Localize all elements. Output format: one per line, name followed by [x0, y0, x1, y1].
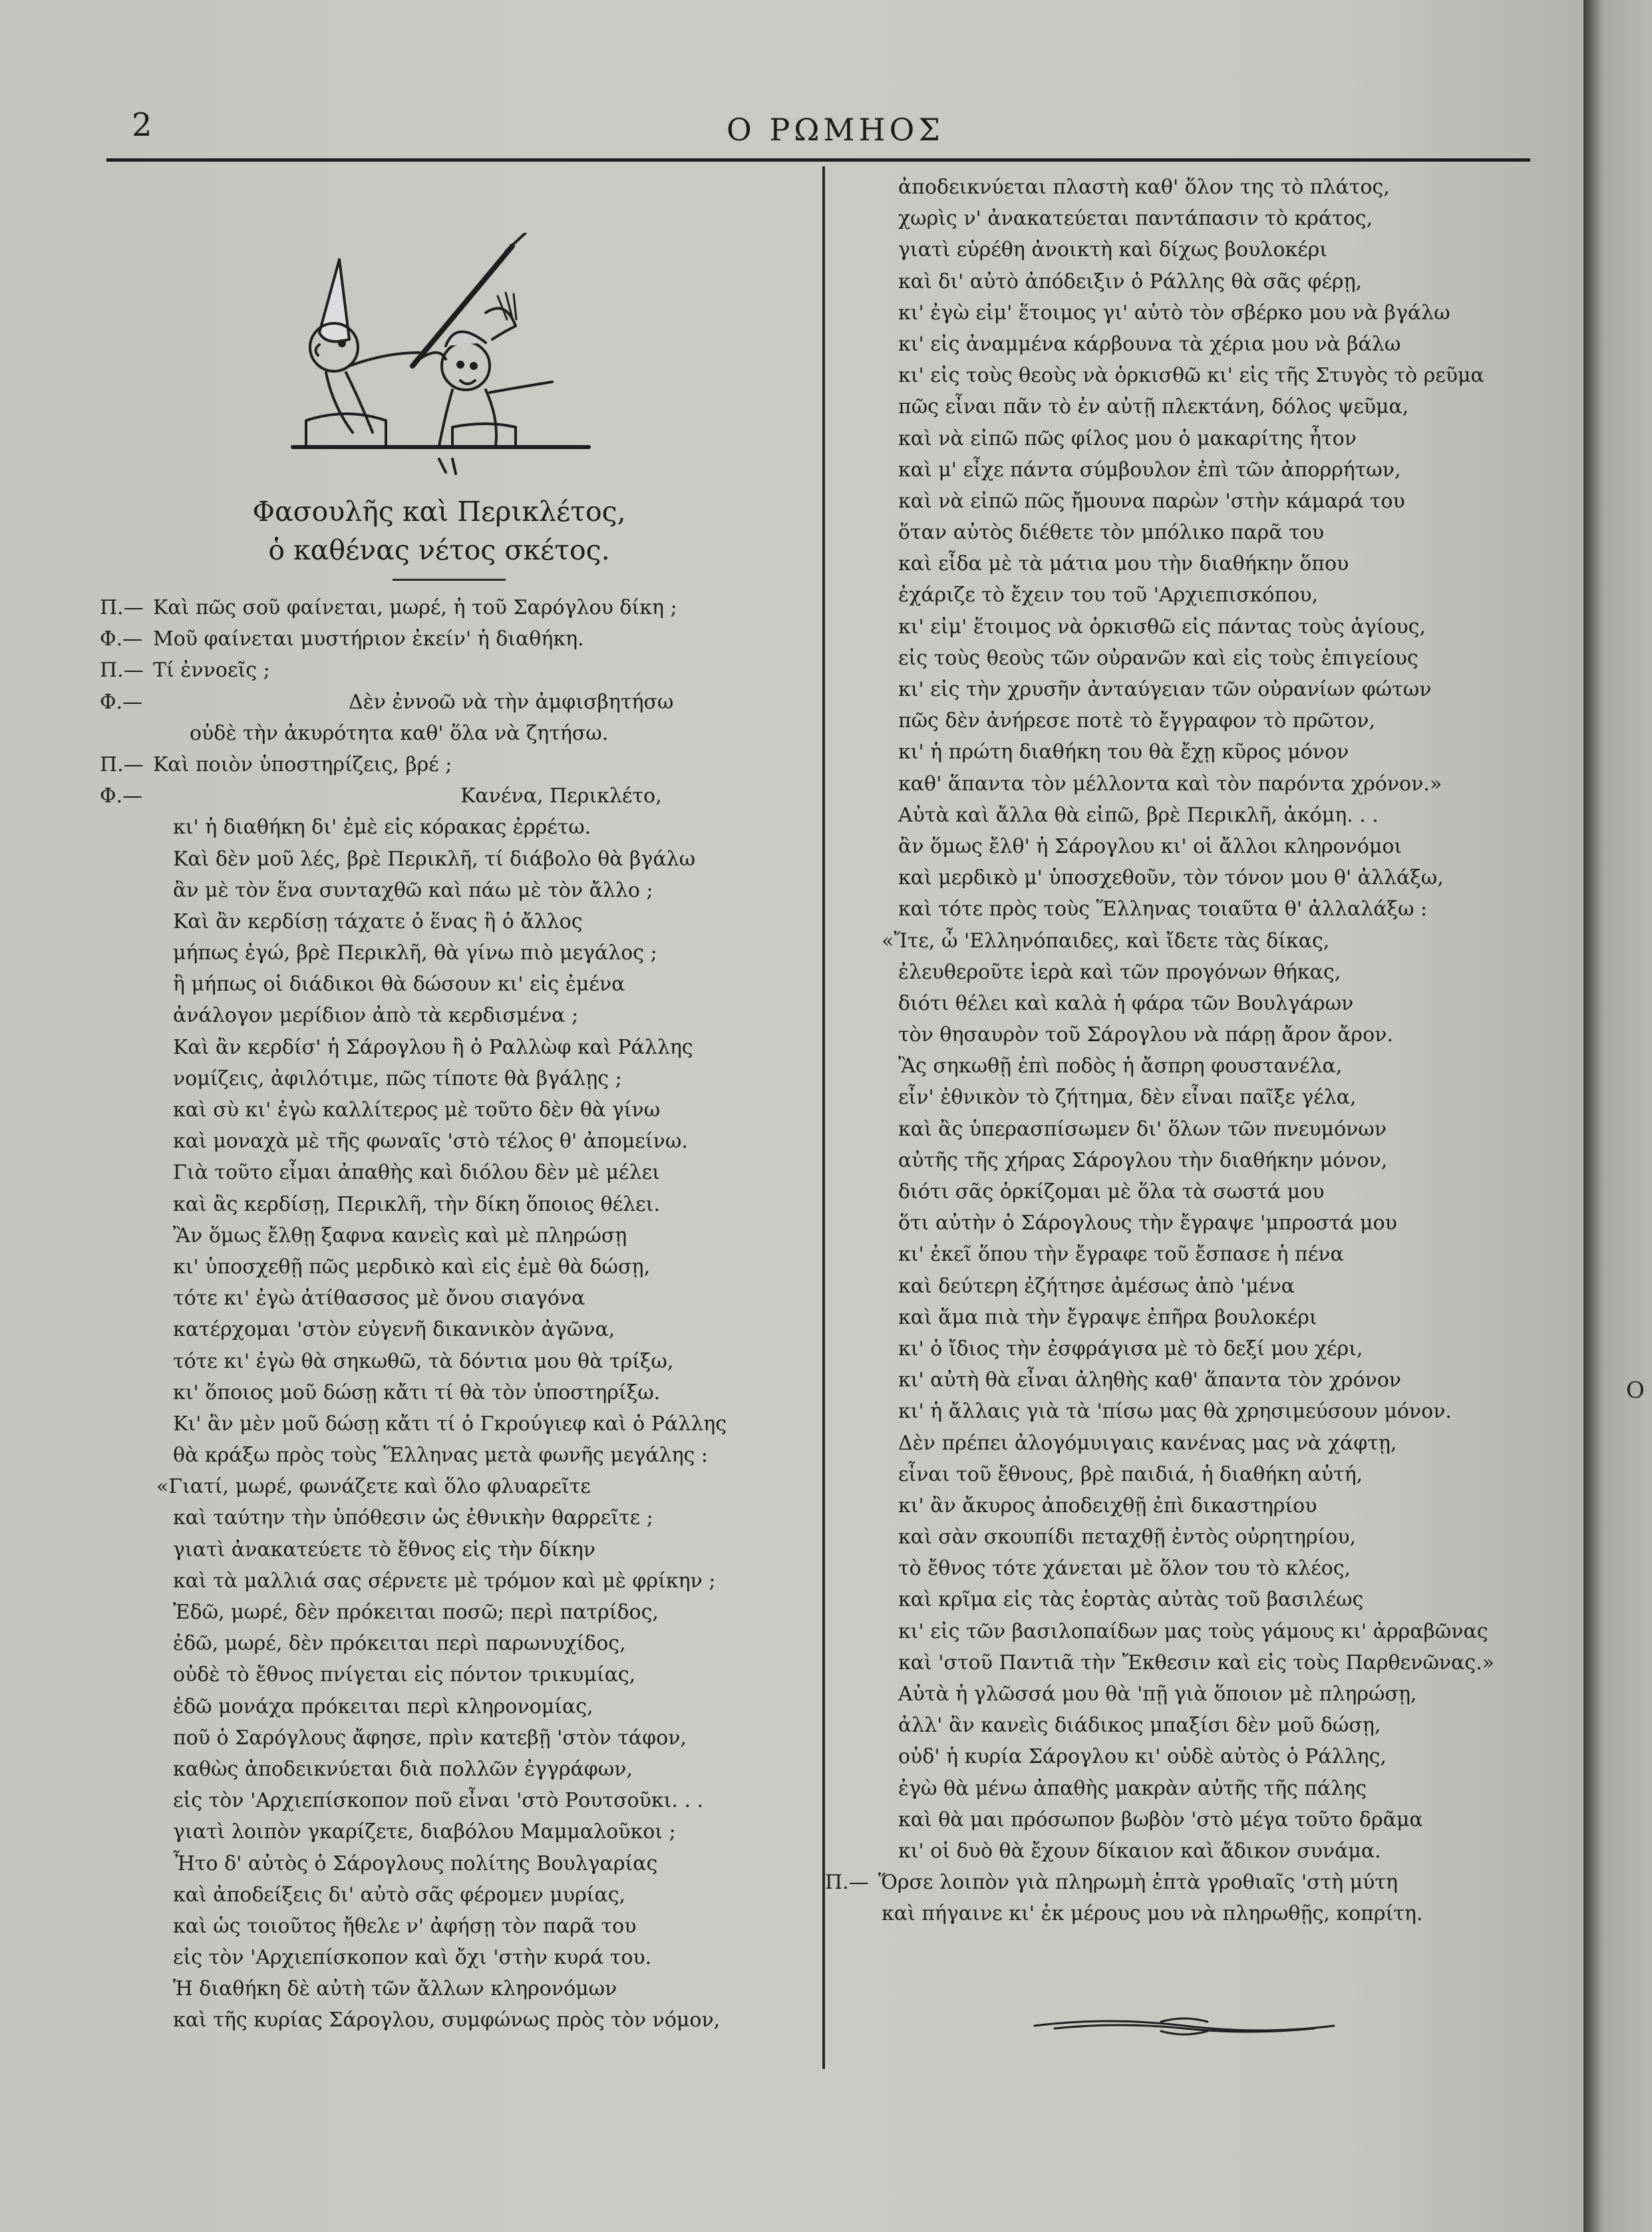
text-line [100, 1471, 805, 1502]
text-line [825, 736, 1564, 768]
text-line [825, 1302, 1564, 1333]
text-line [100, 1691, 805, 1722]
verse-text: καὶ τῆς κυρίας Σάρογλου, συμφώνως πρὸς τὸν νόμον, [173, 2008, 721, 2032]
verse-text: καὶ δεύτερη ἐζήτησε ἀμέσως ἀπὸ 'μένα [898, 1274, 1295, 1298]
text-line [100, 1816, 805, 1847]
verse-text: κι' οἱ δυὸ θὰ ἔχουν δίκαιον καὶ ἄδικον συνάμα. [898, 1839, 1381, 1863]
verse-text: «Ἴτε, ὦ 'Ελληνόπαιδες, καὶ ἴδετε τὰς δίκας, [882, 929, 1330, 953]
text-line [825, 1898, 1564, 1929]
page-number: 2 [132, 106, 152, 144]
text-line [825, 705, 1564, 736]
verse-text: κι' ὅποιος μοῦ δώσῃ κἄτι τί θὰ τὸν ὑποστηρίξω. [173, 1380, 661, 1404]
text-line [100, 2004, 805, 2036]
text-line [825, 1616, 1564, 1647]
text-line [100, 1283, 805, 1314]
verse-text: καὶ τὰ μαλλιά σας σέρνετε μὲ τρόμον καὶ μὲ φρίκην ; [173, 1569, 716, 1593]
verse-text: καὶ ἀποδείξεις δι' αὐτὸ σᾶς φέρομεν μυρίας, [173, 1883, 626, 1907]
verse-text: Ὅρσε λοιπὸν γιὰ πληρωμὴ ἑπτὰ γροθιαῖς 'στὴ μύτη [878, 1871, 1398, 1895]
verse-text: αὐτῆς τῆς χήρας Σάρογλου τὴν διαθήκην μόνον, [898, 1148, 1388, 1172]
text-line [825, 1553, 1564, 1584]
verse-text: Καὶ ἂν κερδίσῃ τάχατε ὁ ἕνας ἢ ὁ ἄλλος [173, 909, 583, 933]
text-line [825, 862, 1564, 893]
text-line [100, 1534, 805, 1565]
verse-text: κι' εἰμ' ἕτοιμος νὰ ὁρκισθῶ εἰς πάντας τοὺς ἁγίους, [898, 615, 1426, 639]
text-line [100, 969, 805, 1000]
page-title: Ο ΡΩΜΗΟΣ [727, 112, 944, 148]
verse-text: νομίζεις, ἀφιλότιμε, πῶς τίποτε θὰ βγάλῃς ; [173, 1066, 622, 1090]
text-line [825, 831, 1564, 862]
verse-text: «Γιατί, μωρέ, φωνάζετε καὶ ὅλο φλυαρεῖτε [156, 1475, 591, 1499]
text-line [825, 1239, 1564, 1270]
text-line [825, 800, 1564, 831]
speaker-label: Π.— [100, 752, 144, 776]
verse-text: ἀποδεικνύεται πλαστὴ καθ' ὅλον της τὸ πλάτος, [898, 176, 1390, 199]
verse-text: ὅτι αὐτὴν ὁ Σάρογλους τὴν ἔγραψε 'μπροστά μου [898, 1211, 1397, 1235]
verse-text: κι' εἰς τῶν βασιλοπαίδων μας τοὺς γάμους κι' ἀρραβῶνας [898, 1619, 1488, 1643]
verse-text: πῶς δὲν ἀνήρεσε ποτὲ τὸ ἔγγραφον τὸ πρῶτον, [898, 709, 1375, 733]
text-line [825, 360, 1564, 391]
verse-text: Αὐτὰ καὶ ἄλλα θὰ εἰπῶ, βρὲ Περικλῆ, ἀκόμη. . . [898, 803, 1379, 827]
verse-text: κι' εἰς τοὺς θεοὺς νὰ ὁρκισθῶ κι' εἰς τῆς Στυγὸς τὸ ρεῦμα [898, 364, 1484, 388]
text-line [825, 1647, 1564, 1678]
verse-text: εἰς τὸν 'Αρχιεπίσκοπον καὶ ὄχι 'στὴν κυρά του. [173, 1946, 652, 1970]
speaker-label: Π.— [100, 596, 144, 619]
text-line [100, 1251, 805, 1283]
verse-text: Καὶ ποιὸν ὑποστηρίζεις, βρέ ; [153, 752, 452, 776]
text-line [100, 1942, 805, 1973]
text-line [825, 1710, 1564, 1741]
verse-text: καὶ σὺ κι' ἐγὼ καλλίτερος μὲ τοῦτο δὲν θὰ γίνω [173, 1098, 661, 1122]
text-line [825, 579, 1564, 611]
text-line [825, 329, 1564, 360]
text-line [825, 1396, 1564, 1427]
verse-text: καὶ νὰ εἰπῶ πῶς φίλος μου ὁ μακαρίτης ἦτον [898, 426, 1357, 450]
verse-text: κι' εἰς ἀναμμένα κάρβουνα τὰ χέρια μου νὰ βάλω [898, 332, 1401, 356]
verse-text: Κι' ἂν μὲν μοῦ δώσῃ κἄτι τί ὁ Γκρούγιεφ καὶ ὁ Ράλλης [173, 1412, 727, 1436]
text-line [825, 925, 1564, 957]
text-line [100, 1502, 805, 1533]
text-line [100, 906, 805, 937]
text-line [825, 517, 1564, 548]
text-line [100, 718, 805, 749]
text-line [100, 1346, 805, 1377]
text-line [825, 1428, 1564, 1459]
verse-text: καὶ μερδικὸ μ' ὑποσχεθοῦν, τὸν τόνον μου θ' ἀλλάξω, [898, 866, 1444, 890]
verse-text: Δὲν ἐννοῶ νὰ τὴν ἀμφισβητήσω [349, 690, 674, 714]
speaker-label: Φ.— [100, 690, 143, 714]
verse-text: πῶς εἶναι πᾶν τὸ ἐν αὐτῇ πλεκτάνη, δόλος ψεῦμα, [898, 395, 1409, 419]
verse-text: χωρὶς ν' ἀνακατεύεται παντάπασιν τὸ κράτος, [898, 207, 1373, 231]
text-line [825, 486, 1564, 517]
verse-text: Μοῦ φαίνεται μυστήριον ἐκείν' ἡ διαθήκη. [153, 627, 584, 651]
verse-text: τὸ ἔθνος τότε χάνεται μὲ ὅλον του τὸ κλέος, [898, 1557, 1351, 1581]
verse-text: οὐδ' ἡ κυρία Σάρογλου κι' οὐδὲ αὐτὸς ὁ Ράλλης, [898, 1745, 1387, 1769]
text-line [825, 454, 1564, 486]
verse-text: κατέρχομαι 'στὸν εὐγενῆ δικανικὸν ἀγῶνα, [173, 1318, 615, 1342]
text-line [825, 893, 1564, 925]
right-column [825, 172, 1564, 1930]
text-line [825, 1490, 1564, 1521]
verse-text: καὶ θὰ μαι πρόσωπον βωβὸν 'στὸ μέγα τοῦτο δρᾶμα [898, 1808, 1423, 1832]
verse-text: θὰ κράξω πρὸς τοὺς Ἕλληνας μετὰ φωνῆς μεγάλης : [173, 1444, 708, 1468]
verse-text: Ἦτο δ' αὐτὸς ὁ Σάρογλους πολίτης Βουλγαρίας [173, 1851, 658, 1875]
text-line [100, 1597, 805, 1628]
verse-text: καὶ κρῖμα εἰς τὰς ἑορτὰς αὐτὰς τοῦ βασιλέως [898, 1588, 1364, 1612]
text-line [825, 1145, 1564, 1176]
text-line [825, 957, 1564, 988]
verse-text: καὶ 'στοῦ Παντιᾶ τὴν Ἔκθεσιν καὶ εἰς τοὺς Παρθενῶνας.» [898, 1651, 1494, 1674]
text-line [100, 1126, 805, 1157]
verse-text: Καὶ πῶς σοῦ φαίνεται, μωρέ, ἡ τοῦ Σαρόγλου δίκη ; [153, 596, 677, 619]
verse-text: καὶ μοναχὰ μὲ τῆς φωναῖς 'στὸ τέλος θ' ἀπομείνω. [173, 1130, 688, 1154]
text-line [825, 1867, 1564, 1898]
text-line [100, 1848, 805, 1879]
text-line [825, 611, 1564, 643]
verse-text: Ἡ διαθήκη δὲ αὐτὴ τῶν ἄλλων κληρονόμων [173, 1977, 617, 2001]
text-line [100, 1911, 805, 1942]
verse-text: Γιὰ τοῦτο εἶμαι ἀπαθὴς καὶ διόλου δὲν μὲ μέλει [173, 1161, 660, 1185]
verse-text: ἢ μήπως οἱ διάδικοι θὰ δώσουν κι' εἰς ἐμένα [173, 973, 625, 997]
verse-text: οὐδὲ τὴν ἀκυρότητα καθ' ὅλα νὰ ζητήσω. [190, 721, 609, 745]
text-line [825, 297, 1564, 329]
verse-text: καὶ μ' εἶχε πάντα σύμβουλον ἐπὶ τῶν ἀπορρήτων, [898, 458, 1401, 482]
verse-text: γιατὶ εὑρέθη ἀνοικτὴ καὶ δίχως βουλοκέρι [898, 238, 1328, 262]
verse-text: ὅταν αὐτὸς διέθετε τὸν μπόλικο παρᾶ του [898, 521, 1324, 545]
facing-page-edge [1583, 0, 1652, 2232]
verse-text: ἐγὼ θὰ μένω ἀπαθὴς μακρὰν αὐτῆς τῆς πάλης [898, 1776, 1367, 1800]
verse-text: ἐδῶ μονάχα πρόκειται περὶ κληρονομίας, [173, 1694, 593, 1718]
text-line [825, 1176, 1564, 1207]
caption-line-2: ὁ καθένας νέτος σκέτος. [268, 534, 610, 566]
text-line [825, 1207, 1564, 1239]
verse-text: εἰς τοὺς θεοὺς τῶν οὐρανῶν καὶ εἰς τοὺς ἐπιγείους [898, 646, 1418, 670]
speaker-label: Π.— [825, 1871, 869, 1895]
facing-page-letter: Ο [1626, 1377, 1645, 1404]
text-line [100, 812, 805, 843]
text-line [100, 1377, 805, 1408]
verse-text: καὶ ἅμα πιὰ τὴν ἔγραψε ἐπῆρα βουλοκέρι [898, 1305, 1317, 1329]
verse-text: ἐδῶ, μωρέ, δὲν πρόκειται περὶ παρωνυχίδος, [173, 1632, 626, 1656]
verse-text: καὶ τότε πρὸς τοὺς Ἕλληνας τοιαῦτα θ' ἀλλαλάξω : [898, 897, 1428, 921]
text-line [825, 1804, 1564, 1835]
text-line [825, 1741, 1564, 1772]
text-line [825, 1459, 1564, 1490]
verse-text: κι' αὐτὴ θὰ εἶναι ἀληθὴς καθ' ἅπαντα τὸν χρόνον [898, 1368, 1402, 1392]
text-line [100, 592, 805, 623]
text-line [825, 1835, 1564, 1867]
text-line [825, 1271, 1564, 1302]
verse-text: καὶ ἂς κερδίσῃ, Περικλῆ, τὴν δίκη ὅποιος θέλει. [173, 1192, 660, 1216]
text-line [100, 1659, 805, 1690]
text-line [825, 1521, 1564, 1553]
text-line [100, 1565, 805, 1597]
text-line [825, 391, 1564, 422]
verse-text: κι' ἡ πρώτη διαθήκη του θὰ ἔχῃ κῦρος μόνον [898, 740, 1349, 764]
header-rule [106, 158, 1530, 162]
text-line [100, 1754, 805, 1785]
text-line [100, 1094, 805, 1126]
text-line [825, 1019, 1564, 1050]
verse-text: Ἂς σηκωθῇ ἐπὶ ποδὸς ἡ ἄσπρη φουστανέλα, [898, 1054, 1343, 1078]
text-line [825, 1333, 1564, 1364]
verse-text: οὐδὲ τὸ ἔθνος πνίγεται εἰς πόντον τρικυμίας, [173, 1663, 636, 1687]
text-line [100, 937, 805, 969]
text-line [825, 203, 1564, 234]
text-line [100, 749, 805, 780]
verse-text: ἐλευθεροῦτε ἱερὰ καὶ τῶν προγόνων θήκας, [898, 960, 1341, 984]
verse-text: κι' ὑποσχεθῇ πῶς μερδικὸ καὶ εἰς ἐμὲ θὰ δώσῃ, [173, 1255, 650, 1279]
verse-text: εἶναι τοῦ ἔθνους, βρὲ παιδιά, ἡ διαθήκη αὐτή, [898, 1462, 1363, 1486]
verse-text: Καὶ ἂν κερδίσ' ἡ Σάρογλου ἢ ὁ Ραλλὼφ καὶ Ράλλης [173, 1035, 693, 1059]
verse-text: τὸν θησαυρὸν τοῦ Σάρογλου νὰ πάρῃ ἄρον ἄρον. [898, 1023, 1393, 1047]
verse-text: ἂν ὅμως ἔλθ' ἡ Σάρογλου κι' οἱ ἄλλοι κληρονόμοι [898, 834, 1403, 858]
verse-text: ἀλλ' ἂν κανεὶς διάδικος μπαξίσι δὲν μοῦ δώσῃ, [898, 1714, 1381, 1738]
cartoon-illustration [286, 233, 599, 479]
verse-text: τότε κι' ἐγὼ ἀτίθασσος μὲ ὄνου σιαγόνα [173, 1287, 585, 1311]
verse-text: κι' ἐκεῖ ὅπου τὴν ἔγραφε τοῦ ἔσπασε ἡ πένα [898, 1243, 1344, 1267]
text-line [100, 875, 805, 906]
text-line [825, 1082, 1564, 1113]
verse-text: καὶ δι' αὐτὸ ἀπόδειξιν ὁ Ράλλης θὰ σᾶς φέρῃ, [898, 269, 1363, 293]
verse-text: καὶ σὰν σκουπίδι πεταχθῇ ἐντὸς οὐρητηρίου, [898, 1525, 1357, 1549]
text-line [825, 988, 1564, 1019]
verse-text: Αὐτὰ ἡ γλῶσσά μου θὰ 'πῇ γιὰ ὅποιον μὲ πληρώσῃ, [898, 1682, 1417, 1706]
verse-text: ἂν μὲ τὸν ἕνα συνταχθῶ καὶ πάω μὲ τὸν ἄλλο ; [173, 878, 653, 902]
text-line [100, 1408, 805, 1440]
left-column [100, 592, 805, 2036]
verse-text: καὶ νὰ εἰπῶ πῶς ἤμουνα παρὼν 'στὴν κάμαρά του [898, 489, 1405, 513]
verse-text: διότι θέλει καὶ καλὰ ἡ φάρα τῶν Βουλγάρων [898, 991, 1354, 1015]
verse-text: κι' ἡ ἄλλαις γιὰ τὰ 'πίσω μας θὰ χρησιμεύσουν μόνον. [898, 1400, 1452, 1424]
speaker-label: Π.— [100, 659, 144, 683]
text-line [100, 844, 805, 875]
verse-text: εἶν' ἐθνικὸν τὸ ζήτημα, δὲν εἶναι παῖξε γέλα, [898, 1086, 1357, 1110]
verse-text: καὶ ταύτην τὴν ὑπόθεσιν ὡς ἐθνικὴν θαρρεῖτε ; [173, 1506, 653, 1530]
verse-text: ἀνάλογον μερίδιον ἀπὸ τὰ κερδισμένα ; [173, 1004, 579, 1028]
verse-text: διότι σᾶς ὁρκίζομαι μὲ ὅλα τὰ σωστά μου [898, 1180, 1325, 1203]
text-line [100, 623, 805, 655]
verse-text: κι' ἡ διαθήκη δι' ἐμὲ εἰς κόρακας ἐρρέτω. [173, 816, 591, 840]
verse-text: καὶ ὡς τοιοῦτος ἤθελε ν' ἀφήσῃ τὸν παρᾶ του [173, 1914, 637, 1938]
verse-text: κι' ἐγὼ εἰμ' ἕτοιμος γι' αὐτὸ τὸν σβέρκο μου νὰ βγάλω [898, 301, 1450, 325]
text-line [825, 1364, 1564, 1396]
text-line [825, 643, 1564, 674]
verse-text: καὶ ἂς ὑπερασπίσωμεν δι' ὅλων τῶν πνευμόνων [898, 1117, 1387, 1141]
caption-rule [393, 579, 506, 581]
text-line [100, 1628, 805, 1659]
text-line [825, 548, 1564, 579]
text-line [825, 172, 1564, 203]
text-line [100, 1722, 805, 1754]
text-line [825, 1773, 1564, 1804]
verse-text: καὶ εἶδα μὲ τὰ μάτια μου τὴν διαθήκην ὅπου [898, 552, 1349, 576]
text-line [825, 674, 1564, 705]
text-line [100, 1879, 805, 1911]
verse-text: Ἂν ὅμως ἔλθῃ ξαφνα κανεὶς καὶ μὲ πληρώσῃ [173, 1223, 627, 1247]
verse-text: τότε κι' ἐγὼ θὰ σηκωθῶ, τὰ δόντια μου θὰ τρίξω, [173, 1349, 674, 1373]
verse-text: κι' εἰς τὴν χρυσῆν ἀνταύγειαν τῶν οὐρανίων φώτων [898, 678, 1432, 701]
text-line [100, 687, 805, 718]
text-line [825, 1678, 1564, 1710]
text-line [100, 1220, 805, 1251]
text-line [825, 234, 1564, 265]
text-line [825, 768, 1564, 800]
verse-text: Κανένα, Περικλέτο, [460, 784, 662, 808]
verse-text: κι' ὁ ἴδιος τὴν ἐσφράγισα μὲ τὸ δεξί μου χέρι, [898, 1337, 1363, 1360]
text-line [825, 1114, 1564, 1145]
text-line [100, 1157, 805, 1188]
text-line [100, 1032, 805, 1063]
verse-text: καθ' ἅπαντα τὸν μέλλοντα καὶ τὸν παρόντα χρόνον.» [898, 772, 1442, 796]
text-line [100, 780, 805, 812]
text-line [100, 1189, 805, 1220]
text-line [100, 1000, 805, 1031]
verse-text: Δὲν πρέπει ἀλογόμυιγαις κανένας μας νὰ χάφτῃ, [898, 1431, 1397, 1455]
ornament-divider [1028, 2012, 1341, 2039]
caption-line-1: Φασουλῆς καὶ Περικλέτος, [252, 496, 626, 528]
speaker-label: Φ.— [100, 784, 143, 808]
verse-text: γιατὶ ἀνακατεύετε τὸ ἔθνος εἰς τὴν δίκην [173, 1537, 595, 1561]
illustration-caption [200, 492, 679, 569]
verse-text: καθὼς ἀποδεικνύεται διὰ πολλῶν ἐγγράφων, [173, 1757, 633, 1781]
text-line [825, 1050, 1564, 1082]
verse-text: ποῦ ὁ Σαρόγλους ἄφησε, πρὶν κατεβῇ 'στὸν τάφον, [173, 1726, 687, 1750]
verse-text: καὶ πήγαινε κι' ἐκ μέρους μου νὰ πληρωθῇς, κοπρίτη. [882, 1902, 1423, 1926]
verse-text: ἐχάριζε τὸ ἔχειν του τοῦ 'Αρχιεπισκόπου, [898, 583, 1319, 607]
text-line [825, 423, 1564, 454]
verse-text: Τί ἐννοεῖς ; [153, 659, 270, 683]
text-line [825, 1584, 1564, 1615]
speaker-label: Φ.— [100, 627, 143, 651]
text-line [100, 1440, 805, 1471]
verse-text: κι' ἂν ἄκυρος ἀποδειχθῇ ἐπὶ δικαστηρίου [898, 1494, 1317, 1517]
verse-text: μήπως ἐγώ, βρὲ Περικλῆ, θὰ γίνω πιὸ μεγάλος ; [173, 941, 657, 965]
verse-text: Ἐδῶ, μωρέ, δὲν πρόκειται ποσῶ; περὶ πατρίδος, [173, 1601, 659, 1624]
verse-text: Καὶ δὲν μοῦ λές, βρὲ Περικλῆ, τί διάβολο θὰ βγάλω [173, 847, 696, 871]
text-line [825, 266, 1564, 297]
verse-text: εἰς τὸν 'Αρχιεπίσκοπον ποῦ εἶναι 'στὸ Ρουτσοῦκι. . . [173, 1789, 704, 1813]
verse-text: γιατὶ λοιπὸν γκαρίζετε, διαβόλου Μαμμαλοῦκοι ; [173, 1820, 676, 1844]
text-line [100, 1973, 805, 2004]
text-line [100, 1063, 805, 1094]
text-line [100, 1785, 805, 1816]
text-line [100, 655, 805, 686]
text-line [100, 1314, 805, 1345]
